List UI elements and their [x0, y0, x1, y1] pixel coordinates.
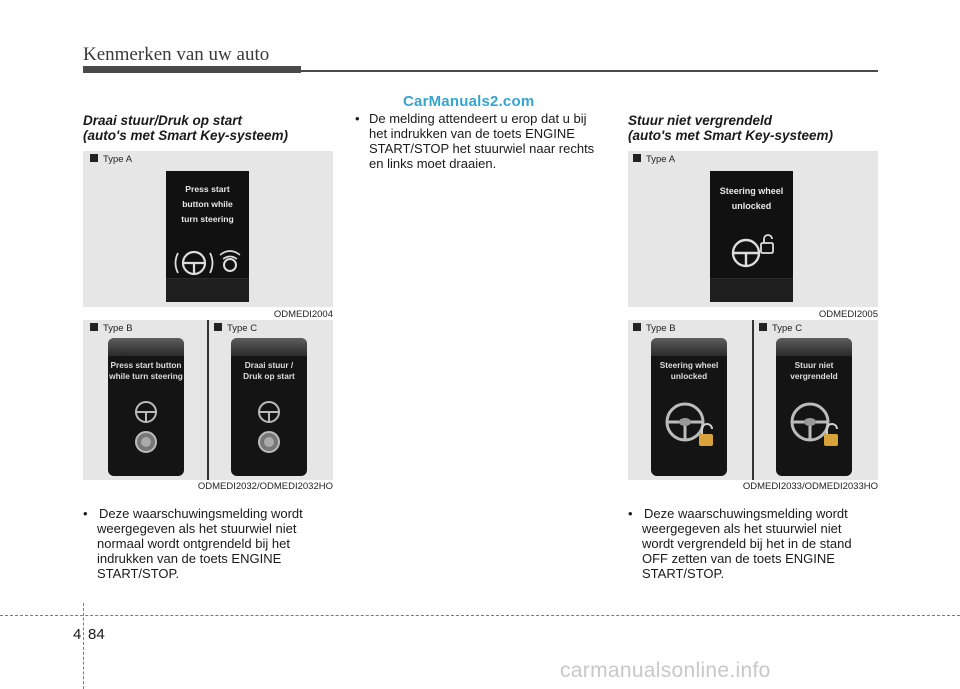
left-title-line-1: Draai stuur/Druk op start: [83, 113, 243, 128]
right-typeBC-panel: [628, 320, 878, 480]
left-typeA-panel: [83, 151, 333, 320]
steering-wheel-start-button-icon: [249, 398, 289, 456]
left-typeA-label: Type A: [90, 154, 132, 165]
section-number: 4: [73, 626, 82, 643]
right-section-title: [628, 113, 833, 143]
steering-wheel-rotate-icon: [172, 245, 244, 281]
left-typeA-code: ODMEDI2004: [273, 309, 333, 320]
steering-wheel-padlock-open-icon: [659, 396, 719, 456]
right-typeB-text: Steering wheel unlocked: [659, 360, 719, 381]
watermark-carmanualsonline: carmanualsonline.info: [560, 659, 771, 682]
left-typeA-lcd: [166, 171, 249, 302]
left-typeC-text: Draai stuur / Druk op start: [243, 360, 295, 381]
right-typeA-lcd: [710, 171, 793, 302]
left-typeB-cluster: [108, 338, 184, 476]
page-number: 84: [88, 626, 105, 643]
watermark-carmanuals2: CarManuals2.com: [403, 93, 535, 110]
steering-wheel-start-button-icon: [126, 398, 166, 456]
steering-wheel-padlock-open-icon: [784, 396, 844, 456]
right-typeA-panel: [628, 151, 878, 320]
right-typeA-code: ODMEDI2005: [818, 309, 878, 320]
right-typeB-cluster: [651, 338, 727, 476]
middle-body-paragraph: • De melding attendeert u erop dat u bij het indrukken van de toets ENGINE START/STOP het stuurwiel naar rechts en links moet draaien.: [355, 111, 595, 171]
lcd-status-bar: [166, 278, 249, 302]
footer-guide-horizontal: [0, 615, 960, 616]
left-typeBC-code: ODMEDI2032/ODMEDI2032HO: [197, 481, 333, 492]
right-typeC-label: Type C: [759, 323, 802, 334]
left-body-paragraph: • Deze waarschuwingsmelding wordt weergegeven als het stuurwiel niet normaal wordt ontgrendeld bij het indrukken van de toets ENGINE START/STOP.: [83, 506, 303, 581]
right-typeB-label: Type B: [633, 323, 676, 334]
lcd-status-bar: [710, 278, 793, 302]
page-header-title: Kenmerken van uw auto: [83, 44, 270, 65]
bullet-dot: •: [83, 506, 88, 521]
right-typeC-cluster: [776, 338, 852, 476]
bullet-dot: •: [628, 506, 633, 521]
header-rule-accent: [83, 66, 301, 73]
panel-divider: [752, 320, 754, 480]
left-typeB-text: Press start button while turn steering: [109, 360, 183, 381]
left-section-title: [83, 113, 288, 143]
steering-wheel-unlocked-icon: [728, 231, 778, 271]
right-typeBC-code: ODMEDI2033/ODMEDI2033HO: [742, 481, 878, 492]
right-title-line-1: Stuur niet vergrendeld: [628, 113, 773, 128]
left-typeBC-panel: [83, 320, 333, 480]
left-title-line-2: (auto's met Smart Key-systeem): [83, 128, 289, 143]
left-typeC-cluster: [231, 338, 307, 476]
left-typeB-label: Type B: [90, 323, 133, 334]
footer-guide-vertical: [83, 603, 84, 689]
right-typeC-text: Stuur niet vergrendeld: [790, 360, 838, 381]
bullet-dot: •: [355, 111, 360, 126]
right-typeA-lcd-text: Steering wheel unlocked: [719, 186, 784, 211]
right-body-paragraph: • Deze waarschuwingsmelding wordt weergegeven als het stuurwiel niet wordt vergrendeld bij het in de stand OFF zetten van de toets ENGINE START/STOP.: [628, 506, 852, 581]
right-typeA-label: Type A: [633, 154, 675, 165]
right-title-line-2: (auto's met Smart Key-systeem): [628, 128, 834, 143]
left-typeC-label: Type C: [214, 323, 257, 334]
panel-divider: [207, 320, 209, 480]
left-typeA-lcd-text: Press start button while turn steering: [181, 184, 234, 224]
